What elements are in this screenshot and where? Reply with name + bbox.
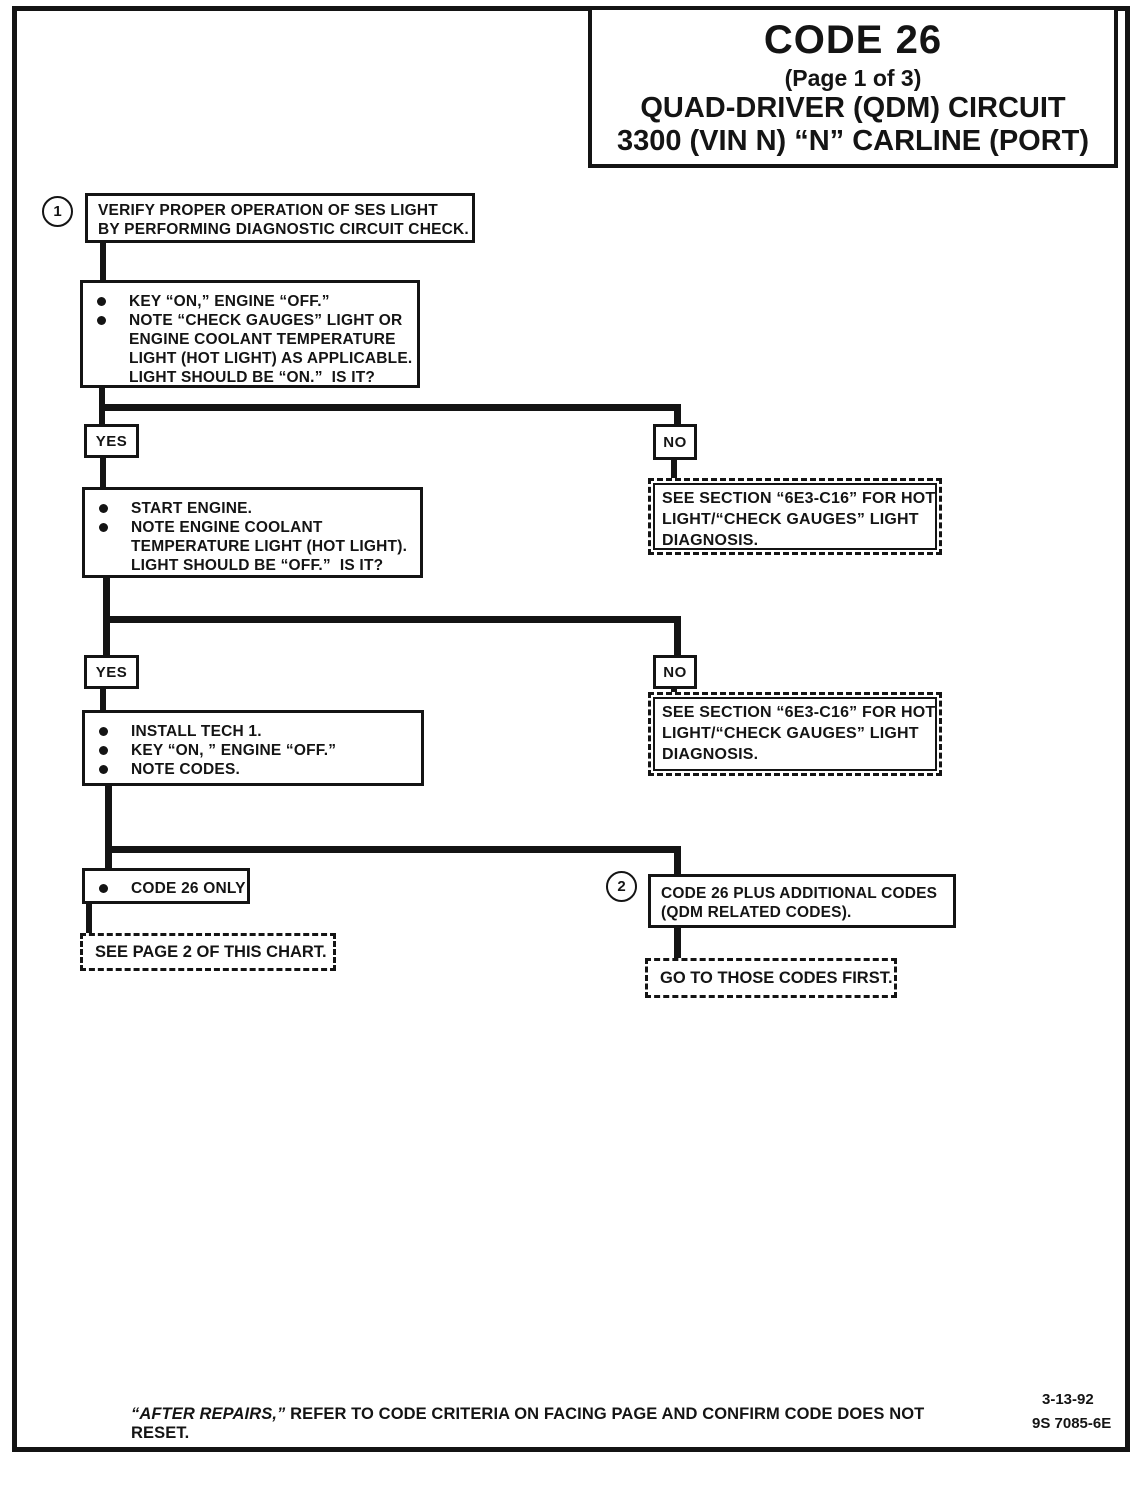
connector-line	[674, 616, 681, 657]
see-section-box-2	[648, 692, 942, 776]
see-section-2-l3: DIAGNOSIS.	[662, 746, 759, 763]
connector-line	[674, 846, 681, 876]
code26-only-box	[82, 868, 250, 904]
check-light-b2-l3: LIGHT (HOT LIGHT) AS APPLICABLE.	[129, 350, 413, 367]
doc-date: 3-13-92	[1042, 1391, 1094, 1408]
see-section-box-1	[648, 478, 942, 555]
step-marker-1	[42, 196, 73, 227]
install-tech-b3: NOTE CODES.	[131, 761, 240, 778]
check-light-b2-l1: NOTE “CHECK GAUGES” LIGHT OR	[129, 312, 403, 329]
bullet-icon	[99, 746, 108, 755]
connector-line	[674, 404, 681, 426]
bullet-icon	[99, 884, 108, 893]
check-light-box	[80, 280, 420, 388]
verify-ses-box	[85, 193, 475, 243]
see-section-2-l1: SEE SECTION “6E3-C16” FOR HOT	[662, 704, 936, 721]
no-branch-2	[653, 655, 697, 689]
see-page2-label: SEE PAGE 2 OF THIS CHART.	[95, 942, 327, 961]
connector-line	[105, 784, 112, 870]
goto-codes-label: GO TO THOSE CODES FIRST.	[660, 968, 893, 987]
code26-plus-l1: CODE 26 PLUS ADDITIONAL CODES	[661, 885, 938, 902]
bullet-icon	[99, 727, 108, 736]
start-engine-b2-l2: TEMPERATURE LIGHT (HOT LIGHT).	[131, 538, 408, 555]
bullet-icon	[97, 297, 106, 306]
no-label: NO	[663, 433, 687, 451]
connector-line	[100, 687, 106, 712]
verify-ses-line1: VERIFY PROPER OPERATION OF SES LIGHT	[98, 202, 438, 219]
start-engine-box	[82, 487, 423, 578]
verify-ses-line2: BY PERFORMING DIAGNOSTIC CIRCUIT CHECK.	[98, 221, 469, 238]
see-section-2-l2: LIGHT/“CHECK GAUGES” LIGHT	[662, 725, 919, 742]
subtitle-carline: 3300 (VIN N) “N” CARLINE (PORT)	[616, 125, 1090, 157]
step-marker-2	[606, 871, 637, 902]
yes-branch-1	[84, 424, 139, 458]
step-marker-1-label: 1	[53, 203, 62, 220]
see-page2-box	[80, 933, 336, 971]
no-branch-1	[653, 424, 697, 460]
start-engine-b2-l1: NOTE ENGINE COOLANT	[131, 519, 323, 536]
install-tech-b2: KEY “ON, ” ENGINE “OFF.”	[131, 742, 337, 759]
step-marker-2-label: 2	[617, 878, 626, 895]
footer-note-emphasis: “AFTER REPAIRS,”	[131, 1405, 286, 1423]
no-label: NO	[663, 663, 687, 681]
subtitle-circuit: QUAD-DRIVER (QDM) CIRCUIT	[640, 92, 1066, 124]
connector-line	[100, 456, 106, 489]
check-light-b2-l4: LIGHT SHOULD BE “ON.” IS IT?	[129, 369, 376, 386]
yes-branch-2	[84, 655, 139, 689]
connector-line	[99, 404, 681, 411]
yes-label: YES	[95, 432, 128, 450]
see-section-1-l3: DIAGNOSIS.	[662, 532, 759, 549]
start-engine-b2-l3: LIGHT SHOULD BE “OFF.” IS IT?	[131, 557, 384, 574]
bullet-icon	[99, 765, 108, 774]
connector-line	[103, 616, 681, 623]
connector-line	[105, 846, 681, 853]
title-block	[588, 6, 1118, 168]
bullet-icon	[99, 523, 108, 532]
code26-only-label: CODE 26 ONLY	[131, 880, 246, 897]
doc-code: 9S 7085-6E	[1032, 1415, 1112, 1432]
connector-line	[671, 458, 677, 480]
code26-plus-l2: (QDM RELATED CODES).	[661, 904, 852, 921]
connector-line	[100, 241, 106, 282]
code26-plus-box	[648, 874, 956, 928]
connector-line	[674, 926, 681, 960]
footer-note	[131, 1405, 981, 1443]
check-light-b2-l2: ENGINE COOLANT TEMPERATURE	[129, 331, 396, 348]
page-note: (Page 1 of 3)	[784, 65, 922, 91]
check-light-b1: KEY “ON,” ENGINE “OFF.”	[129, 293, 330, 310]
bullet-icon	[99, 504, 108, 513]
see-section-1-l1: SEE SECTION “6E3-C16” FOR HOT	[662, 490, 936, 507]
see-section-1-l2: LIGHT/“CHECK GAUGES” LIGHT	[662, 511, 919, 528]
install-tech-b1: INSTALL TECH 1.	[131, 723, 262, 740]
footer-note-text: REFER TO CODE CRITERIA ON FACING PAGE AND CONFIRM CODE DOES NOT RESET.	[131, 1405, 925, 1442]
connector-line	[86, 902, 92, 935]
yes-label: YES	[95, 663, 128, 681]
goto-codes-box	[645, 958, 897, 998]
start-engine-b1: START ENGINE.	[131, 500, 253, 517]
install-tech-box	[82, 710, 424, 786]
doc-meta	[1032, 1388, 1132, 1436]
page-title: CODE 26	[763, 18, 943, 62]
bullet-icon	[97, 316, 106, 325]
